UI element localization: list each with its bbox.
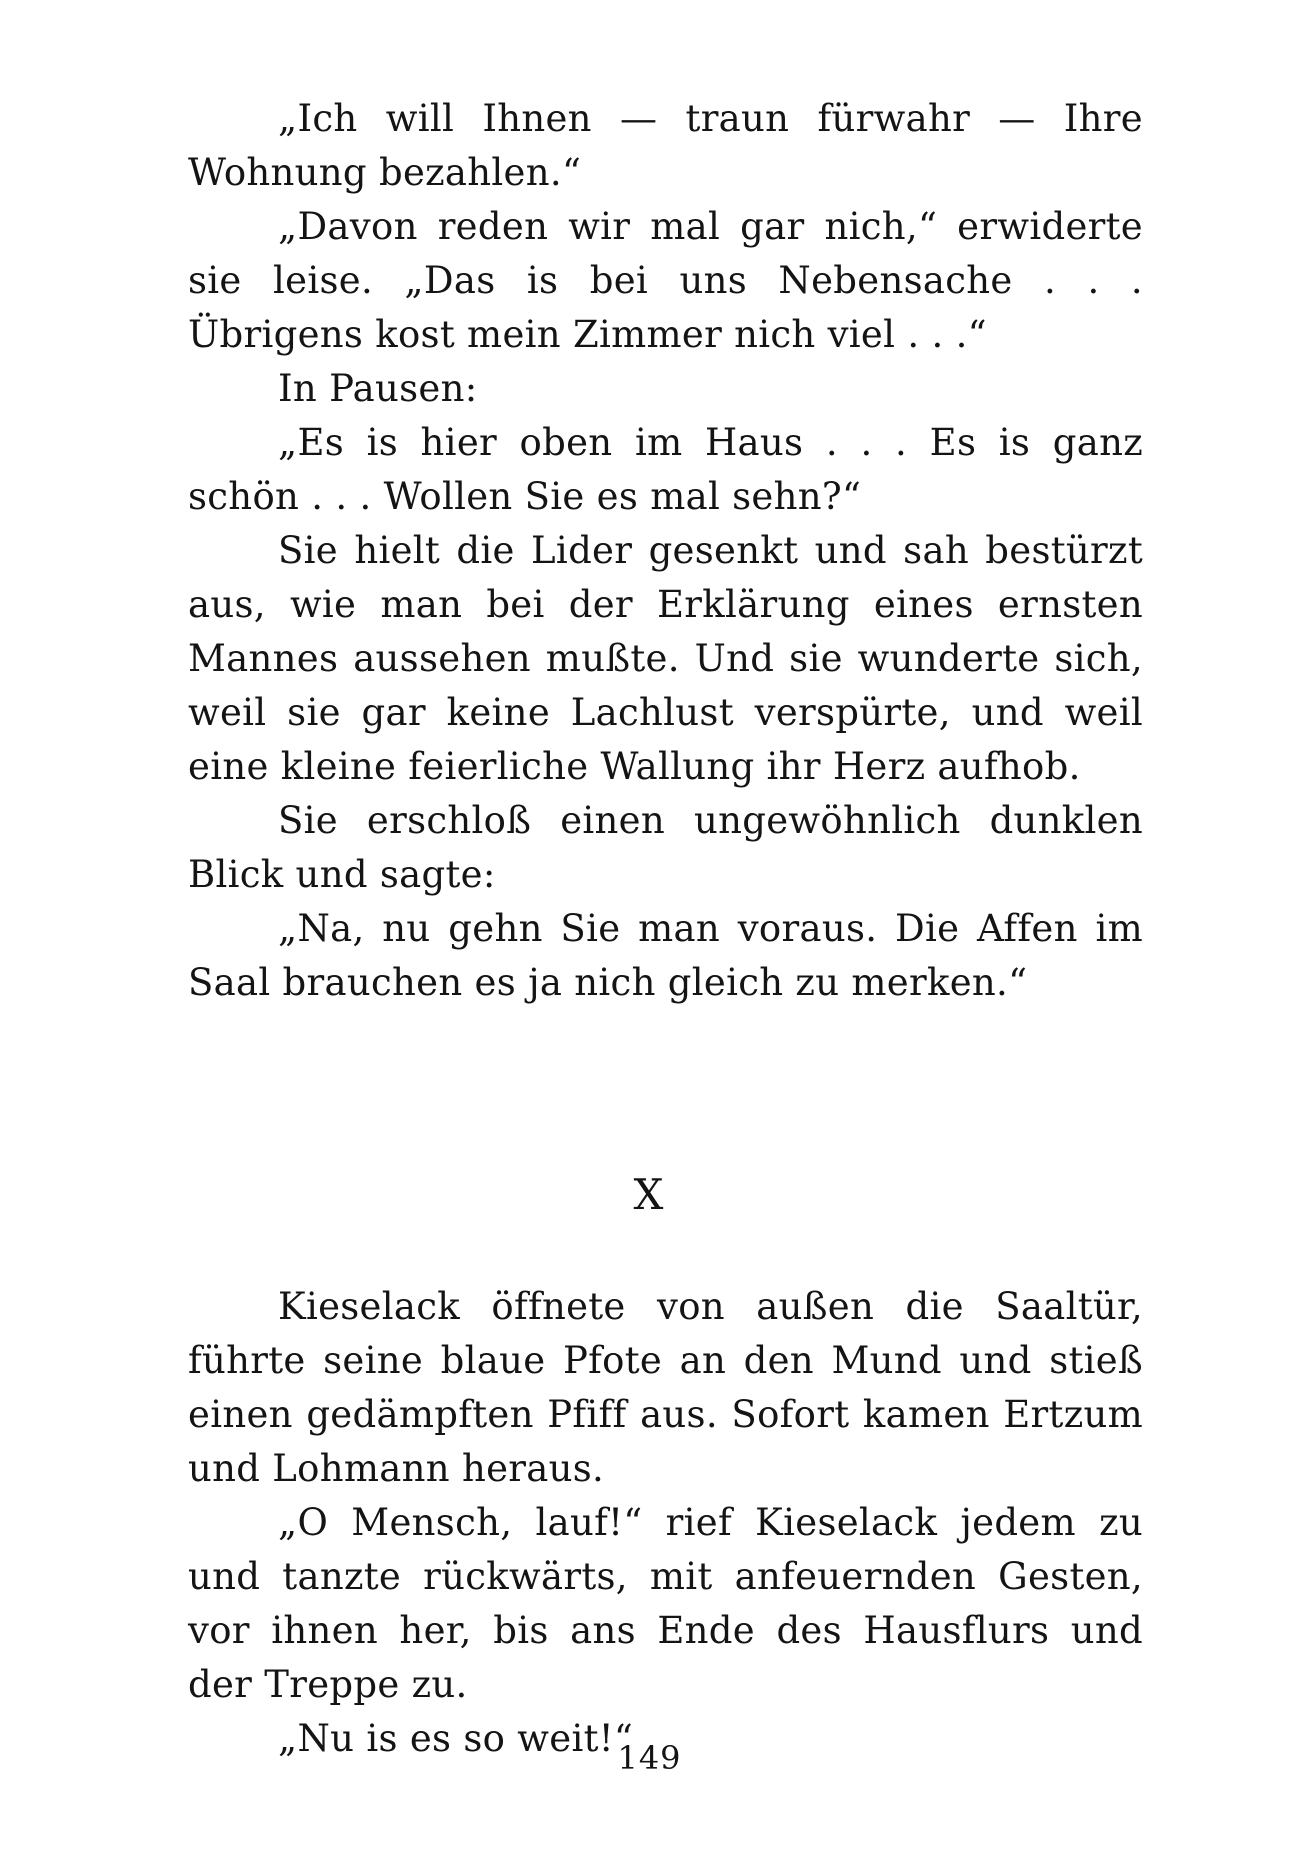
paragraph: „O Mensch, lauf!“ rief Kieselack jedem zu und tanzte rückwärts, mit anfeuernden Gesten, vor ihnen her, bis ans Ende des Hausflurs und der Treppe zu. bbox=[188, 1501, 1143, 1706]
chapter-heading: X bbox=[633, 1170, 666, 1219]
paragraph: Kieselack öffnete von außen die Saaltür, führte seine blaue Pfote an den Mund und stieß einen gedämpften Pfiff aus. Sofort kamen Ertzum und Lohmann heraus. bbox=[188, 1285, 1143, 1490]
paragraph: „Es is hier oben im Haus . . . Es is ganz schön . . . Wollen Sie es mal sehn?“ bbox=[188, 421, 1143, 518]
paragraph: Sie hielt die Lider gesenkt und sah bestürzt aus, wie man bei der Erklärung eines ernsten Mannes aussehen mußte. Und sie wunderte sich, weil sie gar keine Lachlust verspürte, und weil eine kleine feierliche Wallung ihr Herz aufhob. bbox=[188, 529, 1143, 788]
paragraph: „Davon reden wir mal gar nich,“ erwiderte sie leise. „Das is bei uns Nebensache . . . Übrigens kost mein Zimmer nich viel . . .“ bbox=[188, 205, 1143, 356]
paragraph: „Ich will Ihnen — traun fürwahr — Ihre Wohnung bezahlen.“ bbox=[188, 97, 1143, 194]
paragraph: „Na, nu gehn Sie man voraus. Die Affen im Saal brauchen es ja nich gleich zu merken.“ bbox=[188, 907, 1143, 1004]
text-block-bottom bbox=[188, 1280, 1143, 1766]
page-number: 149 bbox=[617, 1739, 682, 1777]
paragraph: In Pausen: bbox=[278, 367, 478, 410]
text-block-top bbox=[188, 92, 1143, 1010]
paragraph: „Nu is es so weit!“ bbox=[278, 1717, 634, 1760]
paragraph: Sie erschloß einen ungewöhnlich dunklen Blick und sagte: bbox=[188, 799, 1143, 896]
